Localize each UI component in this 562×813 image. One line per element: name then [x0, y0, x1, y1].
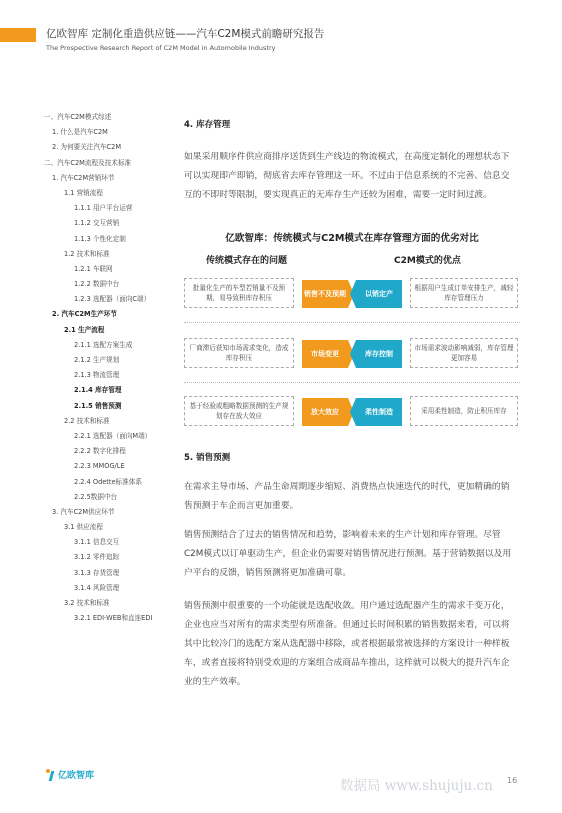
toc-entry[interactable]: 1.2 技术和标准: [64, 249, 110, 258]
header-accent-bar: [0, 28, 36, 42]
inventory-paragraph: 如果采用顺序件供应商排序送货到生产线边的物流模式，在高度定制化的理想状态下可以实现即产即销，彻底省去库存管理这一环。不过由于信息系统的不完善、信息交互的不即时等限制，要实现真正的无库存生产还较为困难，需要一定时间过渡。: [184, 152, 510, 200]
toc-entry[interactable]: 2. 汽车C2M生产环节: [52, 310, 117, 319]
advantage-tag: 以销定产: [356, 280, 402, 308]
problem-box: 基于经验或粗略数据预测的生产规划存在放大效应: [184, 396, 294, 426]
toc-entry[interactable]: 2.1.1 选配方案生成: [74, 340, 133, 349]
problem-box: 批量化生产的车型若销量不及预期，易导致积库存积压: [184, 278, 294, 308]
toc-entry[interactable]: 2. 为何要关注汽车C2M: [52, 143, 122, 152]
table-of-contents: [44, 110, 184, 626]
toc-entry[interactable]: 二、汽车C2M流程及技术标准: [44, 158, 132, 167]
sales-paragraph: 在需求主导市场、产品生命周期逐步缩短、消费热点快速迭代的时代，更加精确的销售预测于车企而言更加重要。: [184, 482, 510, 511]
toc-entry[interactable]: 3.1.3 存货管理: [74, 568, 120, 577]
figure-right-header: C2M模式的优点: [394, 256, 461, 266]
toc-entry[interactable]: 1.1 营销流程: [64, 188, 103, 197]
report-title: 亿欧智库 定制化重造供应链——汽车C2M模式前瞻研究报告: [46, 28, 325, 40]
toc-entry[interactable]: 1.2.3 选配器（面向C端）: [74, 295, 151, 304]
toc-entry[interactable]: 1.1.1 用户平台运营: [74, 204, 133, 213]
section-heading-sales-forecast: 5. 销售预测: [184, 453, 231, 463]
footer-logo: [46, 768, 94, 781]
figure-title: 亿欧智库：传统模式与C2M模式在库存管理方面的优劣对比: [225, 233, 479, 244]
toc-entry[interactable]: 2.2.3 MMOG/LE: [74, 462, 125, 471]
toc-entry[interactable]: 3.1.1 信息交互: [74, 538, 120, 547]
toc-entry[interactable]: 1.1.3 个性化定制: [74, 234, 126, 243]
toc-entry[interactable]: 2.1 生产流程: [64, 325, 105, 334]
sales-paragraph: 销售预测中很重要的一个功能就是选配收敛。用户通过选配器产生的需求千变万化，企业也应当对所有的需求类型有所准备。但通过长时间积累的销售数据来看，可以将其中比较冷门的选配方案从选配器中移除，或者根据最常被选择的方案设计一种样板车，或者直接将特别受欢迎的方案组合成商品车推出，这样就可以极大的提升汽车企业的生产效率。: [184, 601, 510, 687]
advantage-tag: 库存控制: [356, 340, 402, 368]
toc-entry[interactable]: 1. 什么是汽车C2M: [52, 128, 108, 137]
toc-entry[interactable]: 1.2.1 车联网: [74, 264, 113, 273]
toc-entry[interactable]: 3.1.4 风险管理: [74, 583, 120, 592]
toc-entry[interactable]: 3. 汽车C2M供应环节: [52, 507, 115, 516]
toc-entry[interactable]: 3.2 技术和标准: [64, 599, 110, 607]
problem-tag: 放大效应: [302, 398, 348, 426]
page-number: 16: [507, 776, 518, 785]
advantage-tag: 柔性制造: [356, 398, 402, 426]
toc-entry[interactable]: 2.1.2 生产规划: [74, 356, 120, 364]
toc-entry[interactable]: 2.1.4 库存管理: [74, 386, 122, 395]
advantage-box: 根据用户生成订单安排生产，减轻库存管理压力: [410, 278, 518, 308]
row-divider: [184, 322, 520, 323]
problem-box: 厂商滞后获知市场需求变化，造成库存积压: [184, 338, 294, 368]
toc-entry[interactable]: 2.1.5 销售预测: [74, 401, 122, 410]
toc-entry[interactable]: 3.2.1 EDI-WEB和直连EDI: [74, 614, 153, 623]
toc-entry[interactable]: 1.2.2 数据中台: [74, 280, 120, 289]
advantage-box: 采用柔性制造，防止积压库存: [410, 396, 518, 426]
toc-entry[interactable]: 2.1.3 物流管理: [74, 371, 120, 380]
figure-left-header: 传统模式存在的问题: [206, 256, 288, 266]
sales-paragraph: 销售预测结合了过去的销售情况和趋势，影响着未来的生产计划和库存管理。尽管C2M模式以订单驱动生产，但企业仍需要对销售情况进行预测。基于营销数据以及用户平台的反馈，销售预测将更加准确可靠。: [184, 530, 512, 578]
toc-entry[interactable]: 2.2 技术和标准: [64, 416, 110, 425]
toc-entry[interactable]: 3.1 供应流程: [64, 523, 103, 532]
report-subtitle: The Prospective Research Report of C2M Model in Automobile Industry: [46, 44, 276, 52]
toc-entry[interactable]: 2.2.5数据中台: [74, 492, 118, 501]
toc-entry[interactable]: 2.2.4 Odette标准体系: [74, 477, 142, 486]
toc-entry[interactable]: 2.2.1 选配器（面向M端）: [74, 431, 152, 440]
section-heading-inventory: 4. 库存管理: [184, 120, 231, 130]
watermark: 数据局 www.shujuju.cn: [340, 778, 493, 794]
footer-logo-text: 亿欧智库: [58, 771, 95, 781]
toc-entry[interactable]: 1.1.2 交互营销: [74, 219, 120, 228]
toc-entry[interactable]: 一、汽车C2M模式综述: [44, 113, 112, 121]
advantage-box: 市场需求波动影响减弱，库存管理更加容易: [410, 338, 518, 368]
problem-tag: 销售不及预期: [302, 280, 348, 308]
logo-icon: [46, 769, 56, 781]
toc-entry[interactable]: 2.2.2 数字化排程: [74, 447, 126, 456]
toc-entry[interactable]: 3.1.2 零件追踪: [74, 553, 120, 562]
problem-tag: 市场变更: [302, 340, 348, 368]
row-divider: [184, 382, 520, 383]
toc-entry[interactable]: 1. 汽车C2M营销环节: [52, 173, 115, 182]
